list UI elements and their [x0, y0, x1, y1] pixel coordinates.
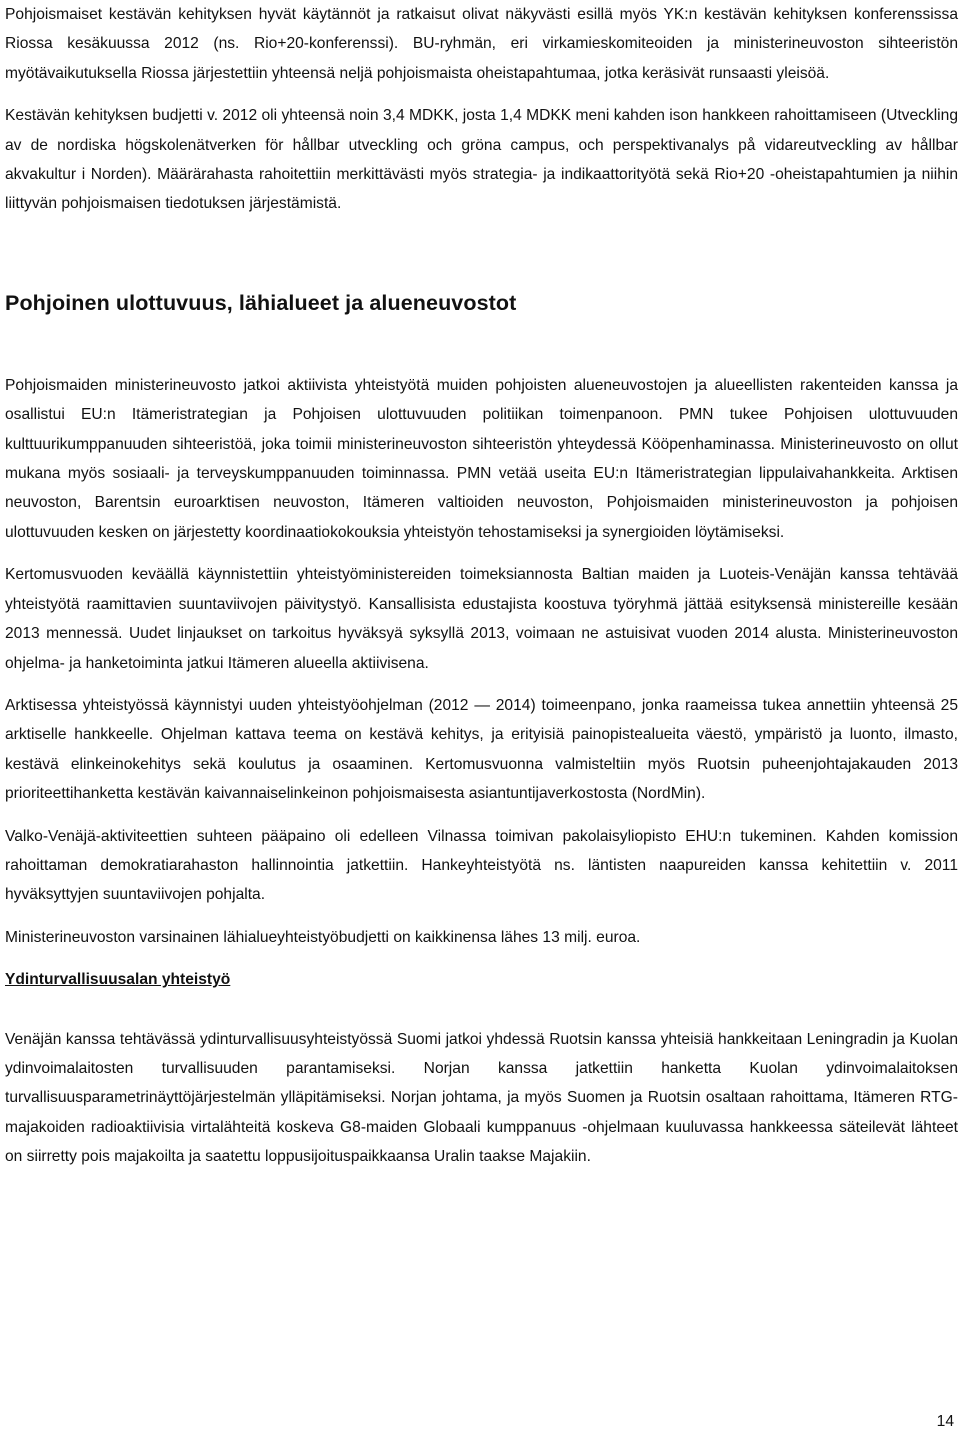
paragraph-baltic-guidelines: Kertomusvuoden keväällä käynnistettiin yhteistyöministereiden toimeksiannosta Baltian maiden ja Luoteis-Venäjän kanssa tehtävää yhteistyötä raamittavien suuntaviivojen päivitystyö. Kansallisista edustajista koostuva työryhmä jättää esityksensä ministereille kesään 2013 mennessä. Uudet linjaukset on tarkoitus hyväksyä syksyllä 2013, voimaan ne astuisivat vuoden 2014 alusta. Ministerineuvoston ohjelma- ja hanketoiminta jatkui Itämeren alueella aktiivisena.	[5, 566, 958, 672]
paragraph-budget-total: Ministerineuvoston varsinainen lähialueyhteistyöbudjetti on kaikkinensa lähes 13 milj. euroa.	[5, 928, 641, 946]
document-page	[5, 0, 958, 1172]
paragraph-regional-cooperation: Pohjoismaiden ministerineuvosto jatkoi aktiivista yhteistyötä muiden pohjoisten alueneuvostojen ja alueellisten rakenteiden kanssa ja osallistui EU:n Itämeristrategian ja Pohjoisen ulottuvuuden politiikan toimenpanoon. PMN tukee Pohjoisen ulottuvuuden kulttuurikumppanuuden sihteeristöä, joka toimii ministerineuvoston sihteeristön yhteydessä Kööpenhaminassa. Ministerineuvosto on ollut mukana myös sosiaali- ja terveyskumppanuuden toiminnassa. PMN vetää useita EU:n Itämeristrategian lippulaivahankkeita. Arktisen neuvoston, Barentsin euroarktisen neuvoston, Itämeren valtioiden neuvoston, Pohjoismaiden ministerineuvoston ja pohjoisen ulottuvuuden kesken on järjestetty koordinaatiokokouksia yhteistyön tehostamiseksi ja synergioiden löytämiseksi.	[5, 376, 958, 541]
section-heading: Pohjoinen ulottuvuus, lähialueet ja alueneuvostot	[5, 290, 517, 315]
paragraph-nuclear-safety: Venäjän kanssa tehtävässä ydinturvallisuusyhteistyössä Suomi jatkoi yhdessä Ruotsin kanssa yhteisiä hankkeitaan Leningradin ja Kuolan ydinvoimalaitosten turvallisuuden parantamiseksi. Norjan kanssa jatkettiin hanketta Kuolan ydinvoimalaitoksen turvallisuusparametrinäyttöjärjestelmän ylläpitämiseksi. Norjan johtama, ja myös Suomen ja Ruotsin osaltaan rahoittama, Itämeren RTG-majakoiden radioaktiivisia virtalähteitä koskeva G8-maiden Globaali kumppanuus -ohjelmaan kuuluvassa hankkeessa säteilevät lähteet on siirretty pois majakoilta ja saatettu loppusijoituspaikkaansa Uralin taakse Majakiin.	[5, 1030, 958, 1166]
paragraph-budget: Kestävän kehityksen budjetti v. 2012 oli yhteensä noin 3,4 MDKK, josta 1,4 MDKK meni kahden ison hankkeen rahoittamiseen (Utveckling av de nordiska högskolenätverken för hållbar utveckling och gröna campus, och perspektivanalys på vidareutveckling av hållbar akvakultur i Norden). Määrärahasta rahoitettiin merkittävästi myös strategia- ja indikaattorityötä sekä Rio+20 -oheistapahtumien ja niihin liittyvän pohjoismaisen tiedotuksen järjestämistä.	[5, 107, 958, 213]
subheading-nuclear-safety: Ydinturvallisuusalan yhteistyö	[5, 971, 231, 989]
paragraph-intro: Pohjoismaiset kestävän kehityksen hyvät käytännöt ja ratkaisut olivat näkyvästi esillä myös YK:n kestävän kehityksen konferenssissa Riossa kesäkuussa 2012 (ns. Rio+20-konferenssi). BU-ryhmän, eri virkamieskomiteoiden ja ministerineuvoston sihteeristön myötävaikutuksella Riossa järjestettiin yhteensä neljä pohjoismaista oheistapahtumaa, jotka keräsivät runsaasti yleisöä.	[5, 6, 958, 82]
paragraph-belarus-activities: Valko-Venäjä-aktiviteettien suhteen pääpaino oli edelleen Vilnassa toimivan pakolaisyliopisto EHU:n tukeminen. Kahden komission rahoittaman demokratiarahaston hallinnointia jatkettiin. Hankeyhteistyötä ns. läntisten naapureiden kanssa kehitettiin v. 2011 hyväksyttyjen suuntaviivojen pohjalta.	[5, 827, 958, 904]
paragraph-arctic-cooperation: Arktisessa yhteistyössä käynnistyi uuden yhteistyöohjelman (2012 — 2014) toimeenpano, jonka raameissa tukea annettiin yhteensä 25 arktiselle hankkeelle. Ohjelman kattava teema on kestävä kehitys, ja erityisiä painopistealueita väestö, ympäristö ja luonto, ilmasto, kestävä elinkeinokehitys sekä koulutus ja osaaminen. Kertomusvuonna valmisteltiin myös Ruotsin puheenjohtajakauden 2013 prioriteettihanketta kestävän kaivannaiselinkeinon pohjoismaisesta asiantuntijaverkostosta (NordMin).	[5, 696, 958, 803]
page-number: 14	[936, 1413, 954, 1430]
